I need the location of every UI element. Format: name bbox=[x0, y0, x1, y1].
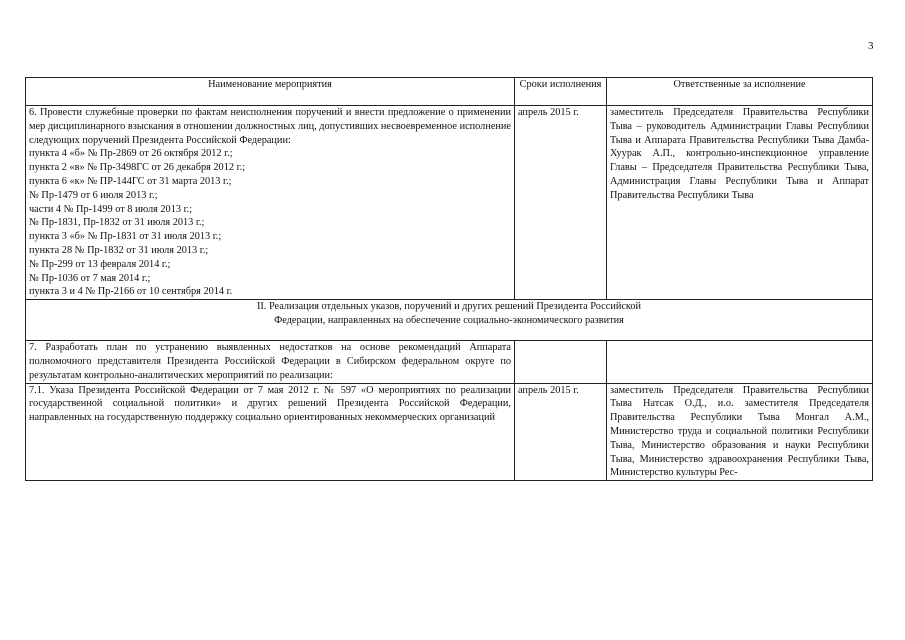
row7-1-event: 7.1. Указа Президента Российской Федерации от 7 мая 2012 г. № 597 «О мероприятиях по реализации государственной социальной политики» и других решений Президента Российской Федерации, направленных на государственную поддержку социально ориентированных некоммерческих организаций bbox=[26, 383, 515, 481]
section-heading-line-1: II. Реализация отдельных указов, поручений и других решений Президента Российской bbox=[256, 301, 642, 313]
header-responsible: Ответственные за исполнение bbox=[607, 78, 873, 106]
row6-item: № Пр-299 от 13 февраля 2014 г.; bbox=[29, 258, 171, 270]
row7-responsible bbox=[607, 341, 873, 383]
row7-deadline bbox=[515, 341, 607, 383]
header-deadline: Сроки исполнения bbox=[515, 78, 607, 106]
row6-item: № Пр-1036 от 7 мая 2014 г.; bbox=[29, 272, 151, 284]
page-number: 3 bbox=[868, 40, 874, 52]
row6-item: пункта 28 № Пр-1832 от 31 июля 2013 г.; bbox=[29, 244, 209, 256]
section-heading bbox=[26, 300, 873, 341]
row6-item: части 4 № Пр-1499 от 8 июля 2013 г.; bbox=[29, 203, 193, 215]
table-row-7 bbox=[26, 341, 873, 383]
table-row-6 bbox=[26, 106, 873, 300]
row7-event: 7. Разработать план по устранению выявленных недостатков на основе рекомендаций Аппарата полномочного представителя Президента Российской Федерации в Сибирском федеральном округе по результатам контрольно-аналитических мероприятий по реализации: bbox=[26, 341, 515, 383]
section-heading-row bbox=[26, 300, 873, 341]
row6-item: пункта 3 и 4 № Пр-2166 от 10 сентября 2014 г. bbox=[29, 286, 233, 298]
row6-item: № Пр-1831, Пр-1832 от 31 июля 2013 г.; bbox=[29, 217, 205, 229]
row7-1-responsible: заместитель Председателя Правительства Республики Тыва Натсак О.Д., и.о. заместителя Председателя Правительства Республики Тыва Монгал А.М., Министерство труда и социальной политики Республики Тыва, Министерство образования и науки Республики Тыва, Министерство здравоохранения Республики Тыва, Министерство культуры Рес- bbox=[607, 383, 873, 481]
row7-1-deadline: апрель 2015 г. bbox=[515, 383, 607, 481]
row6-responsible: заместитель Председателя Правительства Республики Тыва – руководитель Администрации Главы Республики Тыва и Аппарата Правительства Республики Тыва Дамба-Хуурак А.П., контрольно-инспекционное управление Главы – Председателя Правительства Республики Тыва, Администрация Главы Республики Тыва и Аппарат Правительства Республики Тыва bbox=[607, 106, 873, 300]
table-header-row bbox=[26, 78, 873, 106]
row6-event-cell bbox=[26, 106, 515, 300]
row6-item: пункта 6 «к» № ПР-144ГС от 31 марта 2013 г.; bbox=[29, 175, 232, 187]
section-heading-line-2: Федерации, направленных на обеспечение социально-экономического развития bbox=[274, 314, 624, 326]
row6-item: пункта 3 «б» № Пр-1831 от 31 июля 2013 г.; bbox=[29, 231, 222, 243]
row6-item: пункта 4 «б» № Пр-2869 от 26 октября 2012 г.; bbox=[29, 148, 233, 160]
row6-item: № Пр-1479 от 6 июля 2013 г.; bbox=[29, 189, 158, 201]
row6-intro: 6. Провести служебные проверки по фактам неисполнения поручений и внести предложение о применении мер дисциплинарного взыскания в отношении должностных лиц, допустивших несвоевременное исполнение следующих поручений Президента Российской Федерации: bbox=[29, 107, 511, 146]
plan-table bbox=[25, 77, 873, 481]
row6-deadline: апрель 2015 г. bbox=[515, 106, 607, 300]
table-row-7-1 bbox=[26, 383, 873, 481]
row6-item: пункта 2 «в» № Пр-3498ГС от 26 декабря 2012 г.; bbox=[29, 162, 246, 174]
header-event: Наименование мероприятия bbox=[26, 78, 515, 106]
